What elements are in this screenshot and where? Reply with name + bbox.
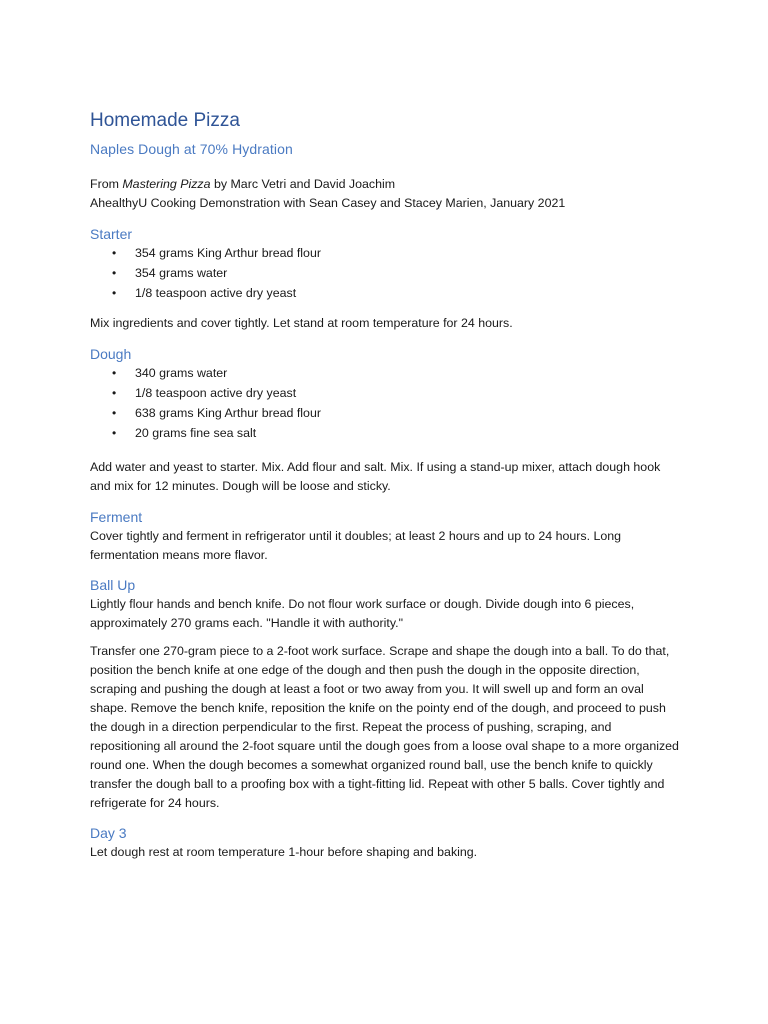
list-item: • 340 grams water — [90, 364, 680, 384]
day-3-instructions: Let dough rest at room temperature 1-hour before shaping and baking. — [90, 844, 478, 859]
starter-heading: Starter — [90, 226, 133, 242]
source-book-line — [90, 175, 680, 194]
bullet-icon: • — [112, 405, 117, 420]
bullet-icon: • — [112, 246, 117, 260]
source-authors: by Marc Vetri and David Joachim — [210, 177, 396, 191]
source-book-title: Mastering Pizza — [122, 177, 211, 191]
demo-line: AhealthyU Cooking Demonstration with Sean Casey and Stacey Marien, January 2021 — [90, 196, 566, 210]
document-title: Homemade Pizza — [90, 110, 240, 131]
dough-heading: Dough — [90, 346, 132, 363]
bullet-icon: • — [112, 386, 117, 401]
dough-instructions: Add water and yeast to starter. Mix. Add flour and salt. Mix. If using a stand-up mixer, attach dough hook and mix for 12 minutes. Dough will be loose and sticky. — [90, 459, 661, 493]
list-item: • 354 grams King Arthur bread flour — [90, 244, 680, 264]
list-item: • 1/8 teaspoon active dry yeast — [90, 384, 680, 404]
bullet-icon: • — [112, 265, 117, 280]
bullet-icon: • — [112, 425, 117, 440]
list-item: • 1/8 teaspoon active dry yeast — [90, 284, 680, 304]
document-subtitle: Naples Dough at 70% Hydration — [90, 141, 293, 157]
ball-up-heading: Ball Up — [90, 576, 136, 593]
list-item: • 20 grams fine sea salt — [90, 424, 680, 444]
document-page — [90, 108, 680, 862]
ferment-heading: Ferment — [90, 508, 143, 525]
ball-up-paragraph-2: Transfer one 270-gram piece to a 2-foot work surface. Scrape and shape the dough into a ball. To do that, position the bench knife at one edge of the dough and then push the dough in the opposite direction, scraping and pushing the dough at least a foot or two away from you. It will swell up and form an oval shape. Remove the bench knife, reposition the knife on the pointy end of the dough, and proceed to push the dough in a direction perpendicular to the first. Repeat the process of pushing, scraping, and repositioning all around the 2-foot square until the dough goes from a loose oval shape to a more organized round one. When the dough becomes a somewhat organized round ball, use the bench knife to quickly transfer the dough ball to a proofing box with a tight-fitting lid. Repeat with other 5 balls. Cover tightly and refrigerate for 24 hours. — [90, 643, 679, 810]
bullet-icon: • — [112, 285, 117, 300]
ferment-instructions: Cover tightly and ferment in refrigerator until it doubles; at least 2 hours and up to 24 hours. Long fermentation means more flavor. — [90, 528, 622, 562]
ball-up-paragraph-1: Lightly flour hands and bench knife. Do not flour work surface or dough. Divide dough into 6 pieces, approximately 270 grams each. "Handle it with authority." — [90, 596, 635, 630]
day-3-heading: Day 3 — [90, 824, 127, 841]
starter-instructions: Mix ingredients and cover tightly. Let stand at room temperature for 24 hours. — [90, 316, 513, 331]
bullet-icon: • — [112, 366, 117, 381]
source-credits — [90, 175, 680, 213]
list-item: • 354 grams water — [90, 264, 680, 284]
dough-ingredient-list — [90, 364, 680, 443]
starter-ingredient-list — [90, 244, 680, 303]
source-prefix: From — [90, 177, 123, 191]
list-item: • 638 grams King Arthur bread flour — [90, 404, 680, 424]
